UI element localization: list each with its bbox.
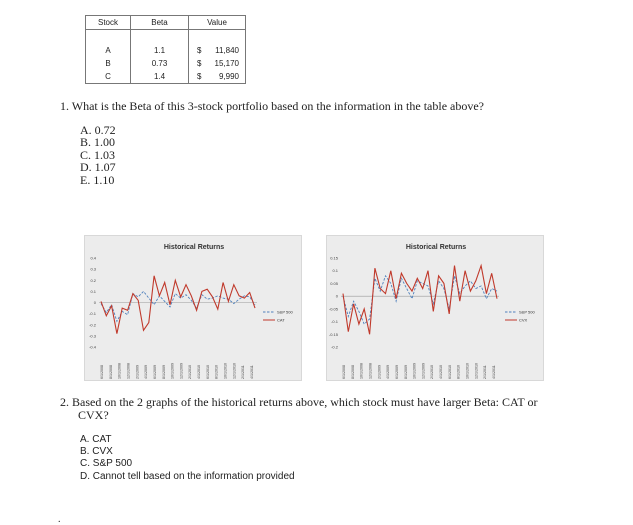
chart2-y-tick-label: -0.1	[331, 319, 338, 325]
chart1-y-tick-label: -0.3	[89, 333, 96, 339]
q1-option-a[interactable]: A. 0.72	[80, 123, 116, 137]
chart1-x-tick-label: 2/1/2009	[135, 365, 140, 379]
chart2-x-tick-label: 8/1/2009	[403, 365, 408, 379]
chart1-y-tick-label: -0.1	[89, 311, 96, 317]
chart2-x-tick-label: 12/1/2009	[421, 363, 426, 379]
table-row	[86, 57, 246, 70]
chart1-x-tick-label: 2/1/2010	[188, 365, 193, 379]
bottom-mark: .	[58, 514, 61, 525]
chart1-series-cat	[101, 276, 255, 334]
question-2-line-2: CVX?	[78, 408, 109, 422]
cell-currency: $	[197, 72, 202, 81]
chart2-x-tick-label: 2/1/2011	[483, 365, 488, 379]
cell-currency: $	[197, 59, 202, 68]
table-header-row	[86, 16, 246, 30]
cell-value	[189, 57, 246, 70]
cell-value	[189, 44, 246, 57]
question-1-options	[80, 124, 116, 186]
chart-cvx-svg	[327, 236, 545, 382]
chart1-y-tick-label: 0.2	[90, 277, 96, 283]
chart2-x-tick-label: 4/1/2010	[439, 365, 444, 379]
chart2-y-tick-label: -0.2	[331, 344, 338, 350]
chart2-title: Historical Returns	[405, 244, 467, 251]
q2-option-d[interactable]: D. Cannot tell based on the information provided	[80, 470, 295, 482]
chart1-y-tick-label: 0.3	[90, 266, 96, 272]
chart2-y-tick-label: 0.05	[330, 280, 338, 286]
question-1-text: 1. What is the Beta of this 3-stock portfolio based on the information in the table above?	[60, 99, 485, 113]
cell-currency: $	[197, 46, 202, 55]
chart2-x-tick-label: 4/1/2009	[386, 365, 391, 379]
chart1-y-tick-label: 0.4	[90, 255, 96, 261]
cell-stock: B	[86, 57, 131, 70]
chart2-series-cvx	[343, 266, 497, 335]
chart-cvx-historical-returns	[326, 235, 544, 381]
chart1-x-tick-label: 4/1/2010	[197, 365, 202, 379]
cell-amount: 9,990	[218, 72, 239, 81]
chart2-y-tick-label: 0.1	[332, 268, 338, 274]
chart1-x-tick-label: 8/1/2009	[161, 365, 166, 379]
q1-option-d[interactable]: D. 1.07	[80, 160, 116, 175]
chart1-x-tick-label: 4/1/2011	[250, 365, 254, 379]
chart1-x-tick-label: 10/1/2009	[170, 363, 175, 379]
table-spacer-row	[86, 30, 246, 45]
cell-amount: 15,170	[214, 59, 239, 68]
chart2-x-tick-label: 8/1/2010	[456, 365, 461, 379]
cell-amount: 11,840	[215, 46, 239, 55]
chart2-x-tick-label: 6/1/2009	[394, 365, 399, 379]
chart1-x-tick-label: 12/1/2008	[126, 363, 131, 379]
q1-option-e[interactable]: E. 1.10	[80, 172, 115, 187]
q2-option-b[interactable]: B. CVX	[80, 446, 113, 458]
chart1-legend-label: S&P 500	[277, 309, 293, 315]
chart1-x-tick-label: 8/1/2010	[214, 365, 219, 379]
chart2-x-tick-label: 2/1/2010	[430, 365, 435, 379]
chart2-y-tick-label: 0	[335, 293, 338, 299]
question-2-line-1: 2. Based on the 2 graphs of the historical returns above, which stock must have larger Beta: CAT or	[60, 395, 538, 409]
chart1-series-s-p-500	[101, 291, 255, 321]
chart2-x-tick-label: 8/1/2008	[350, 365, 355, 379]
cell-beta: 1.1	[131, 44, 189, 57]
chart2-x-tick-label: 2/1/2009	[377, 365, 382, 379]
header-value: Value	[189, 16, 246, 30]
cell-value	[189, 70, 246, 84]
stock-table	[85, 15, 246, 84]
chart2-x-tick-label: 10/1/2008	[359, 363, 364, 379]
chart1-x-tick-label: 2/1/2011	[241, 365, 246, 379]
chart1-y-tick-label: 0	[93, 300, 96, 305]
header-beta: Beta	[131, 16, 189, 30]
chart1-x-tick-label: 6/1/2009	[152, 365, 157, 379]
chart1-x-tick-label: 12/1/2010	[232, 363, 237, 379]
chart-cat-svg	[85, 236, 303, 382]
question-2-options	[80, 434, 295, 483]
chart2-y-tick-label: -0.15	[328, 331, 338, 337]
chart1-x-tick-label: 6/1/2008	[100, 365, 104, 379]
cell-stock: C	[86, 70, 131, 84]
chart1-y-tick-label: 0.1	[90, 288, 96, 294]
header-stock: Stock	[86, 16, 131, 30]
q2-option-a[interactable]: A. CAT	[80, 434, 112, 445]
cell-beta: 0.73	[131, 57, 189, 70]
chart2-x-tick-label: 12/1/2008	[368, 363, 373, 379]
chart1-x-tick-label: 6/1/2010	[205, 365, 210, 379]
table-row	[86, 70, 246, 84]
chart1-y-tick-label: -0.4	[89, 344, 96, 350]
chart1-y-tick-label: -0.2	[89, 322, 96, 328]
chart1-x-tick-label: 8/1/2008	[108, 365, 113, 379]
chart2-legend-label: CVX	[519, 317, 528, 323]
cell-stock: A	[86, 44, 131, 57]
q1-option-b[interactable]: B. 1.00	[80, 135, 116, 150]
chart1-x-tick-label: 10/1/2010	[223, 363, 228, 379]
cell-beta: 1.4	[131, 70, 189, 84]
chart1-x-tick-label: 10/1/2008	[117, 363, 122, 379]
chart2-x-tick-label: 4/1/2011	[492, 365, 496, 379]
chart2-x-tick-label: 6/1/2010	[447, 365, 452, 379]
chart1-title: Historical Returns	[163, 244, 225, 251]
chart1-x-tick-label: 4/1/2009	[144, 365, 149, 379]
chart2-x-tick-label: 12/1/2010	[474, 363, 479, 379]
table-row	[86, 44, 246, 57]
chart-cat-historical-returns	[84, 235, 302, 381]
q2-option-c[interactable]: C. S&P 500	[80, 458, 133, 470]
chart2-x-tick-label: 6/1/2008	[342, 365, 346, 379]
chart2-y-tick-label: -0.05	[328, 306, 338, 312]
chart2-x-tick-label: 10/1/2009	[412, 363, 417, 379]
chart2-legend-label: S&P 500	[519, 309, 535, 315]
chart2-y-tick-label: 0.15	[330, 255, 338, 261]
chart2-x-tick-label: 10/1/2010	[465, 363, 470, 379]
chart1-legend-label: CAT	[277, 317, 285, 323]
chart1-x-tick-label: 12/1/2009	[179, 363, 184, 379]
q1-option-c[interactable]: C. 1.03	[80, 147, 116, 162]
